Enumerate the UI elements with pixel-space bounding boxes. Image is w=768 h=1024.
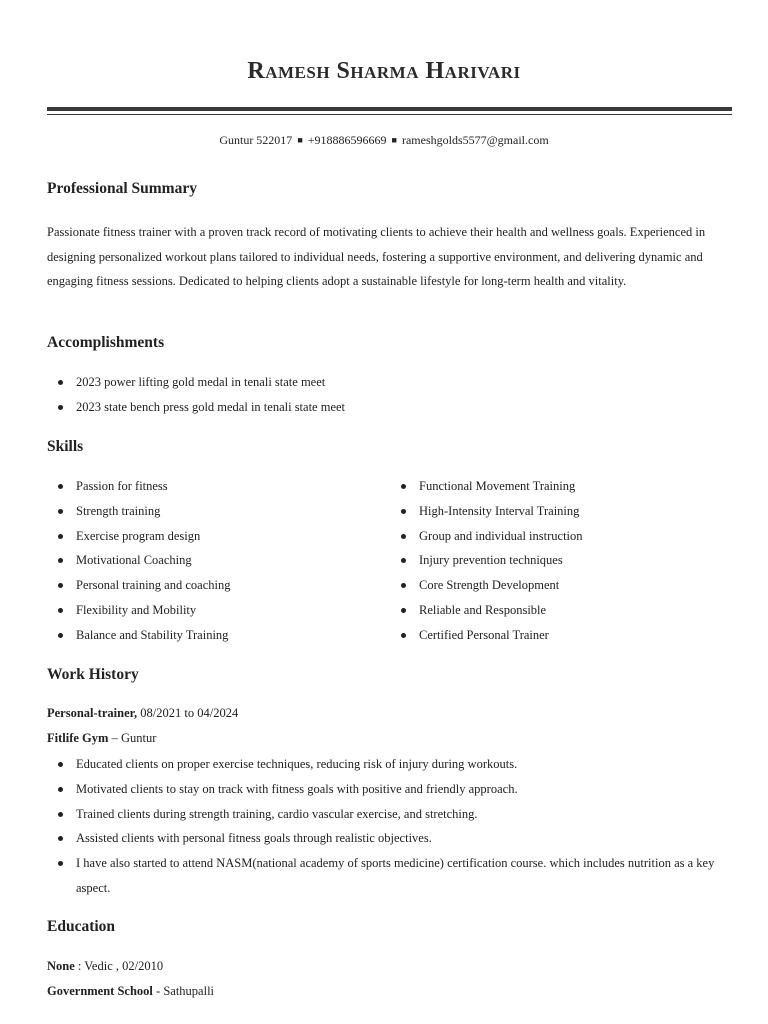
summary-text: Passionate fitness trainer with a proven track record of motivating clients to achieve their health and wellness goals. Experienced in designing personalized workout plans tailored to individual needs, fostering a supportive environment, and delivering dynamic and engaging fitness sessions. Dedicated to helping clients adopt a sustainable lifestyle for long-term health and vitality.	[47, 225, 706, 288]
bullet-icon	[58, 836, 63, 841]
bullet-icon	[401, 633, 406, 638]
bullet-icon	[401, 608, 406, 613]
list-item: 2023 state bench press gold medal in tenali state meet	[47, 395, 737, 420]
education-field-date: : Vedic , 02/2010	[74, 959, 164, 973]
list-item: Core Strength Development	[390, 573, 730, 598]
bullet-icon	[58, 534, 63, 539]
list-item: Balance and Stability Training	[47, 623, 387, 648]
skills-list-right	[390, 474, 730, 648]
education-school-line	[47, 984, 214, 999]
header-divider	[47, 107, 732, 111]
list-item: Personal training and coaching	[47, 573, 387, 598]
contact-phone: +918886596669	[307, 133, 387, 147]
header-divider-thin	[47, 114, 732, 115]
candidate-name: Ramesh Sharma Harivari	[247, 58, 521, 84]
job-company-line	[47, 731, 156, 746]
list-item: Motivated clients to stay on track with fitness goals with positive and friendly approach.	[47, 777, 727, 802]
list-item: Certified Personal Trainer	[390, 623, 730, 648]
education-school: Government School	[47, 984, 153, 998]
list-item: Assisted clients with personal fitness goals through realistic objectives.	[47, 826, 727, 851]
education-location: - Sathupalli	[152, 984, 215, 998]
list-item: Trained clients during strength training, cardio vascular exercise, and stretching.	[47, 802, 727, 827]
education-degree: None	[47, 959, 75, 973]
section-heading-skills: Skills	[47, 438, 84, 455]
education-degree-line	[47, 959, 163, 974]
job-company: Fitlife Gym	[47, 731, 109, 745]
skills-list-left	[47, 474, 387, 648]
section-heading-education: Education	[47, 918, 116, 935]
work-duties-list	[47, 752, 727, 901]
bullet-icon	[401, 534, 406, 539]
list-item: Educated clients on proper exercise techniques, reducing risk of injury during workouts.	[47, 752, 727, 777]
bullet-icon	[58, 484, 63, 489]
contact-email: rameshgolds5577@gmail.com	[401, 133, 549, 147]
list-item: Reliable and Responsible	[390, 598, 730, 623]
list-item: Motivational Coaching	[47, 548, 387, 573]
bullet-icon	[401, 509, 406, 514]
bullet-icon	[58, 812, 63, 817]
list-item: I have also started to attend NASM(national academy of sports medicine) certification course. which includes nutrition as a key aspect.	[47, 851, 727, 901]
list-item: Injury prevention techniques	[390, 548, 730, 573]
list-item: Passion for fitness	[47, 474, 387, 499]
list-item: Functional Movement Training	[390, 474, 730, 499]
job-title-line	[47, 706, 238, 721]
job-dates: 08/2021 to 04/2024	[137, 706, 239, 720]
bullet-icon	[58, 861, 63, 866]
bullet-icon	[401, 583, 406, 588]
list-item: Exercise program design	[47, 524, 387, 549]
bullet-icon	[58, 762, 63, 767]
bullet-icon	[401, 558, 406, 563]
bullet-icon	[58, 633, 63, 638]
list-item: Flexibility and Mobility	[47, 598, 387, 623]
job-title: Personal-trainer,	[47, 706, 138, 720]
section-heading-work-history: Work History	[47, 666, 139, 683]
contact-city: Guntur 522017	[219, 133, 293, 147]
accomplishments-list	[47, 370, 737, 420]
contact-line	[0, 133, 768, 148]
contact-separator: ■	[297, 135, 303, 145]
section-heading-summary: Professional Summary	[47, 180, 197, 197]
section-heading-accomplishments: Accomplishments	[47, 334, 165, 351]
list-item: High-Intensity Interval Training	[390, 499, 730, 524]
list-item: Strength training	[47, 499, 387, 524]
job-location: – Guntur	[108, 731, 157, 745]
bullet-icon	[58, 583, 63, 588]
list-item: 2023 power lifting gold medal in tenali state meet	[47, 370, 737, 395]
bullet-icon	[401, 484, 406, 489]
bullet-icon	[58, 380, 63, 385]
bullet-icon	[58, 558, 63, 563]
bullet-icon	[58, 787, 63, 792]
bullet-icon	[58, 405, 63, 410]
list-item: Group and individual instruction	[390, 524, 730, 549]
contact-separator: ■	[391, 135, 397, 145]
bullet-icon	[58, 509, 63, 514]
bullet-icon	[58, 608, 63, 613]
